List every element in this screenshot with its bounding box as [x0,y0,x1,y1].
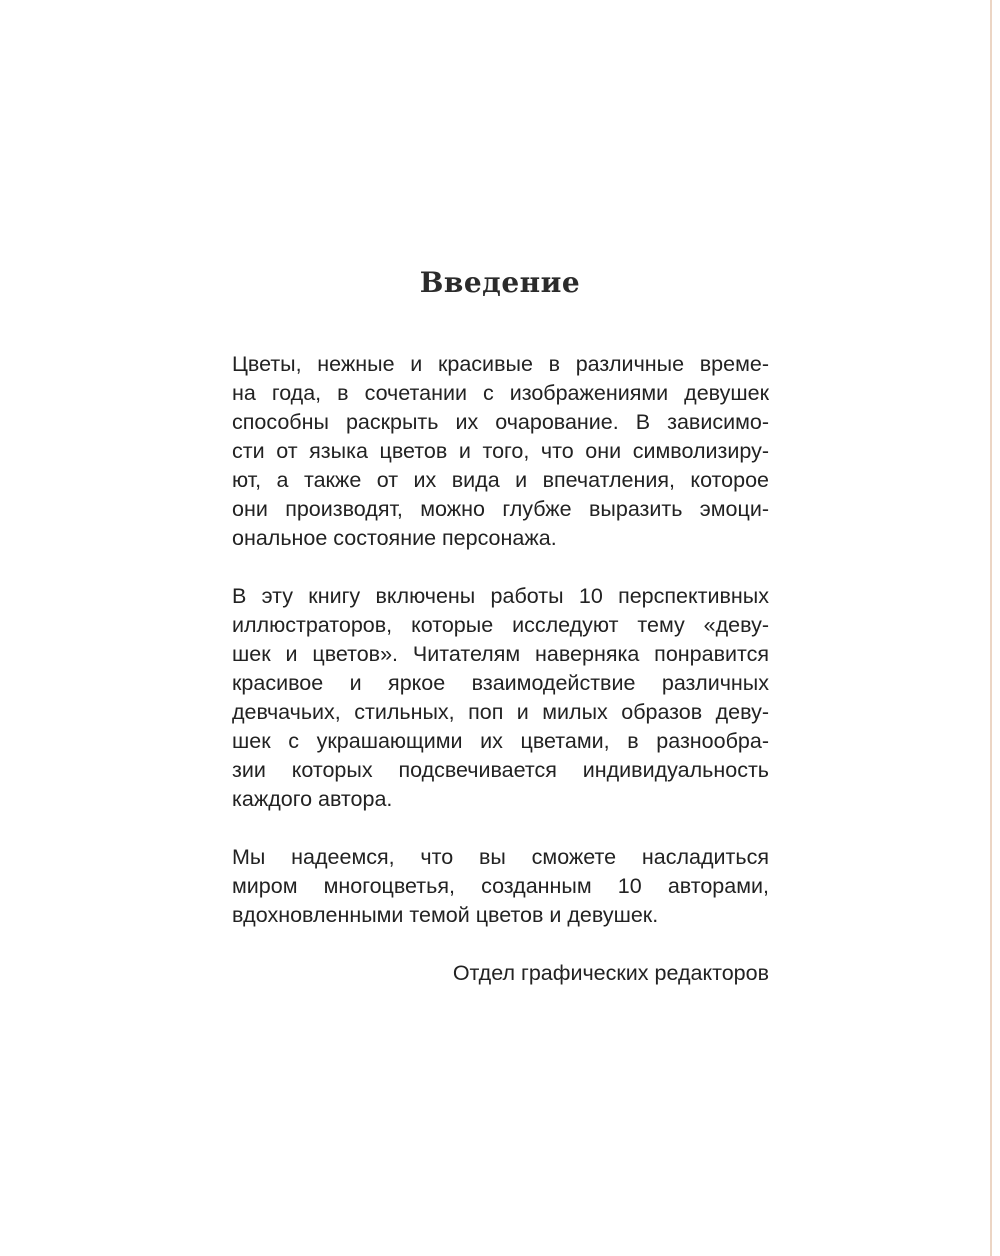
paragraph-line: каждого автора. [232,787,393,811]
paragraph-line: ональное состояние персонажа. [232,526,557,550]
paragraph-line: шек и цветов». Читателям наверняка понравится [232,642,769,666]
page-title: Введение [419,266,581,299]
paragraph-3 [232,843,769,930]
paragraph-line: Цветы, нежные и красивые в различные време- [232,352,769,376]
paragraph-line: красивое и яркое взаимодействие различных [232,671,769,695]
paragraph-2 [232,582,769,814]
paragraph-line: сти от языка цветов и того, что они символизиру- [232,439,769,463]
page-edge-divider [990,0,992,1256]
paragraph-line: шек с украшающими их цветами, в разнообра- [232,729,769,753]
paragraph-line: ют, а также от их вида и впечатления, которое [232,468,769,492]
paragraph-line: миром многоцветья, созданным 10 авторами, [232,874,769,898]
signature: Отдел графических редакторов [452,961,769,985]
paragraph-line: В эту книгу включены работы 10 перспективных [232,584,769,608]
paragraph-line: девчачьих, стильных, поп и милых образов деву- [232,700,769,724]
paragraph-line: зии которых подсвечивается индивидуальность [232,758,769,782]
paragraph-line: Мы надеемся, что вы сможете насладиться [232,845,769,869]
paragraph-line: иллюстраторов, которые исследуют тему «деву- [232,613,769,637]
paragraph-line: вдохновленными темой цветов и девушек. [232,903,659,927]
paragraph-line: они производят, можно глубже выразить эмоци- [232,497,769,521]
paragraph-line: на года, в сочетании с изображениями девушек [232,381,769,405]
paragraph-1 [232,350,769,553]
paragraph-line: способны раскрыть их очарование. В зависимо- [232,410,769,434]
